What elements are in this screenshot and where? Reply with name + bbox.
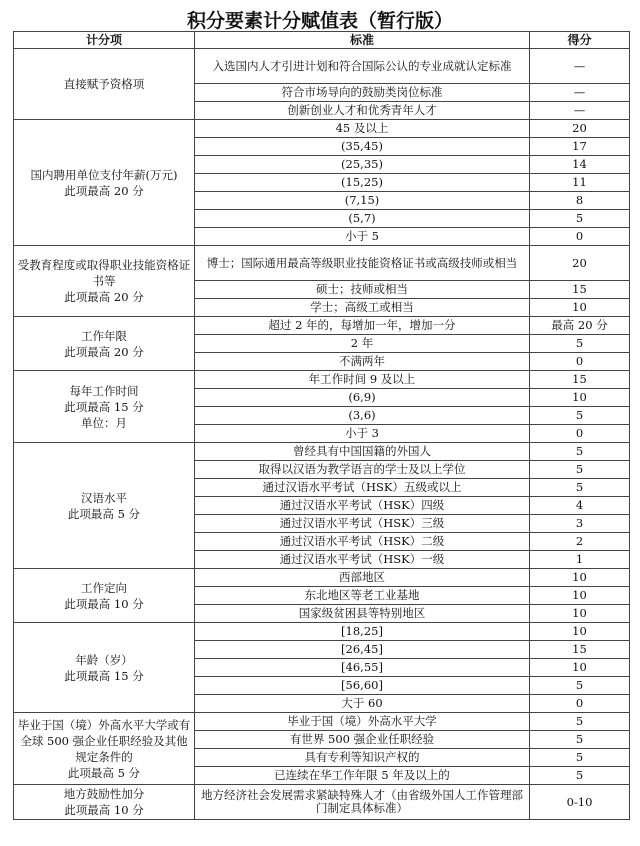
standard-cell: [18,25]	[195, 623, 530, 641]
score-cell: 0-10	[530, 785, 630, 820]
standard-cell: 毕业于国（境）外高水平大学	[195, 713, 530, 731]
score-table	[13, 31, 630, 820]
score-cell: 20	[530, 246, 630, 281]
standard-cell: 曾经具有中国国籍的外国人	[195, 443, 530, 461]
score-cell: 5	[530, 443, 630, 461]
scoring-item-label: 国内聘用单位支付年薪(万元)	[30, 167, 178, 182]
scoring-item-label: 此项最高 5 分	[67, 765, 141, 780]
score-cell: 5	[530, 749, 630, 767]
score-cell: 15	[530, 281, 630, 299]
standard-cell: (25,35)	[195, 156, 530, 174]
standard-cell: 入选国内人才引进计划和符合国际公认的专业成就认定标准	[195, 49, 530, 84]
standard-cell: 45 及以上	[195, 120, 530, 138]
score-cell: 20	[530, 120, 630, 138]
standard-cell: 东北地区等老工业基地	[195, 587, 530, 605]
standard-cell: 通过汉语水平考试（HSK）四级	[195, 497, 530, 515]
score-cell: 0	[530, 695, 630, 713]
table-row	[14, 623, 630, 641]
header-standard: 标准	[195, 32, 530, 49]
standard-cell: (5,7)	[195, 210, 530, 228]
score-cell: 10	[530, 587, 630, 605]
scoring-item-cell	[14, 371, 195, 443]
table-row	[14, 785, 630, 820]
scoring-item-label: 此项最高 15 分	[64, 399, 144, 414]
table-row	[14, 317, 630, 335]
score-cell: 5	[530, 767, 630, 785]
standard-cell: (35,45)	[195, 138, 530, 156]
score-cell: 10	[530, 659, 630, 677]
table-row	[14, 246, 630, 281]
scoring-item-label: 此项最高 5 分	[67, 506, 141, 521]
score-cell: 10	[530, 623, 630, 641]
standard-cell: 通过汉语水平考试（HSK）五级或以上	[195, 479, 530, 497]
scoring-item-label: 每年工作时间	[69, 383, 139, 398]
scoring-item-label: 单位：月	[81, 415, 127, 430]
scoring-item-cell	[14, 443, 195, 569]
table-row	[14, 443, 630, 461]
standard-cell: 创新创业人才和优秀青年人才	[195, 102, 530, 120]
score-cell: 5	[530, 479, 630, 497]
scoring-item-label: 此项最高 20 分	[64, 290, 144, 304]
standard-cell: 年工作时间 9 及以上	[195, 371, 530, 389]
standard-cell: 硕士；技师或相当	[195, 281, 530, 299]
table-row	[14, 569, 630, 587]
scoring-item-cell	[14, 569, 195, 623]
score-cell: 5	[530, 713, 630, 731]
standard-cell: 取得以汉语为教学语言的学士及以上学位	[195, 461, 530, 479]
standard-cell: 通过汉语水平考试（HSK）一级	[195, 551, 530, 569]
score-cell: 最高 20 分	[530, 317, 630, 335]
score-cell: 5	[530, 677, 630, 695]
score-cell: 11	[530, 174, 630, 192]
score-cell: 10	[530, 389, 630, 407]
table-row	[14, 120, 630, 138]
scoring-item-cell	[14, 317, 195, 371]
score-cell: —	[530, 84, 630, 102]
standard-cell: 超过 2 年的，每增加一年，增加一分	[195, 317, 530, 335]
scoring-item-label: 汉语水平	[81, 490, 127, 505]
table-row	[14, 371, 630, 389]
header-score: 得分	[530, 32, 630, 49]
score-cell: 0	[530, 353, 630, 371]
standard-cell: 通过汉语水平考试（HSK）三级	[195, 515, 530, 533]
scoring-item-cell	[14, 623, 195, 713]
score-cell: 5	[530, 335, 630, 353]
score-cell: 15	[530, 641, 630, 659]
standard-cell: 学士；高级工或相当	[195, 299, 530, 317]
table-header-row	[14, 32, 630, 49]
score-cell: 0	[530, 425, 630, 443]
page-title: 积分要素计分赋值表（暂行版）	[186, 10, 453, 32]
score-cell: 5	[530, 407, 630, 425]
standard-cell: 有世界 500 强企业任职经验	[195, 731, 530, 749]
standard-cell: 已连续在华工作年限 5 年及以上的	[195, 767, 530, 785]
scoring-item-label: 地方鼓励性加分	[63, 787, 145, 801]
standard-cell: 国家级贫困县等特别地区	[195, 605, 530, 623]
scoring-item-cell	[14, 785, 195, 820]
standard-cell: [56,60]	[195, 677, 530, 695]
scoring-item-label: 此项最高 20 分	[64, 183, 144, 198]
score-cell: 2	[530, 533, 630, 551]
score-cell: —	[530, 49, 630, 84]
scoring-item-label: 直接赋予资格项	[63, 77, 145, 91]
score-cell: 8	[530, 192, 630, 210]
scoring-item-label: 毕业于国（境）外高水平大学或有全球 500 强企业任职经验及其他规定条件的	[17, 717, 191, 764]
scoring-item-label: 此项最高 10 分	[64, 803, 144, 817]
score-cell: 5	[530, 731, 630, 749]
scoring-item-label: 年龄（岁）	[75, 652, 133, 667]
scoring-item-label: 此项最高 15 分	[64, 668, 144, 683]
standard-cell: 具有专利等知识产权的	[195, 749, 530, 767]
standard-cell: 地方经济社会发展需求紧缺特殊人才（由省级外国人工作管理部门制定具体标准）	[195, 785, 530, 820]
table-row	[14, 713, 630, 731]
score-cell: 10	[530, 299, 630, 317]
score-cell: 1	[530, 551, 630, 569]
standard-cell: 小于 3	[195, 425, 530, 443]
standard-cell: 通过汉语水平考试（HSK）二级	[195, 533, 530, 551]
standard-cell: 2 年	[195, 335, 530, 353]
table-row	[14, 49, 630, 84]
score-cell: 10	[530, 605, 630, 623]
standard-cell: [26,45]	[195, 641, 530, 659]
standard-cell: 大于 60	[195, 695, 530, 713]
scoring-item-label: 此项最高 10 分	[64, 596, 144, 611]
standard-cell: 小于 5	[195, 228, 530, 246]
scoring-item-cell	[14, 120, 195, 246]
score-cell: 17	[530, 138, 630, 156]
score-cell: 0	[530, 228, 630, 246]
scoring-item-label: 工作定向	[81, 580, 127, 595]
header-item: 计分项	[14, 32, 195, 49]
standard-cell: 西部地区	[195, 569, 530, 587]
scoring-item-label: 受教育程度或取得职业技能资格证书等	[17, 258, 191, 288]
standard-cell: 符合市场导向的鼓励类岗位标准	[195, 84, 530, 102]
score-cell: 15	[530, 371, 630, 389]
standard-cell: [46,55]	[195, 659, 530, 677]
standard-cell: 博士；国际通用最高等级职业技能资格证书或高级技师或相当	[195, 246, 530, 281]
standard-cell: (6,9)	[195, 389, 530, 407]
score-cell: 3	[530, 515, 630, 533]
score-cell: 5	[530, 210, 630, 228]
scoring-item-label: 此项最高 20 分	[64, 344, 144, 359]
scoring-item-cell	[14, 713, 195, 785]
score-cell: 14	[530, 156, 630, 174]
score-cell: 4	[530, 497, 630, 515]
standard-cell: 不满两年	[195, 353, 530, 371]
scoring-item-label: 工作年限	[81, 328, 127, 343]
score-cell: —	[530, 102, 630, 120]
score-cell: 10	[530, 569, 630, 587]
scoring-item-cell	[14, 246, 195, 317]
scoring-item-cell	[14, 49, 195, 120]
standard-cell: (7,15)	[195, 192, 530, 210]
standard-cell: (3,6)	[195, 407, 530, 425]
score-cell: 5	[530, 461, 630, 479]
table-body	[14, 49, 630, 820]
standard-cell: (15,25)	[195, 174, 530, 192]
